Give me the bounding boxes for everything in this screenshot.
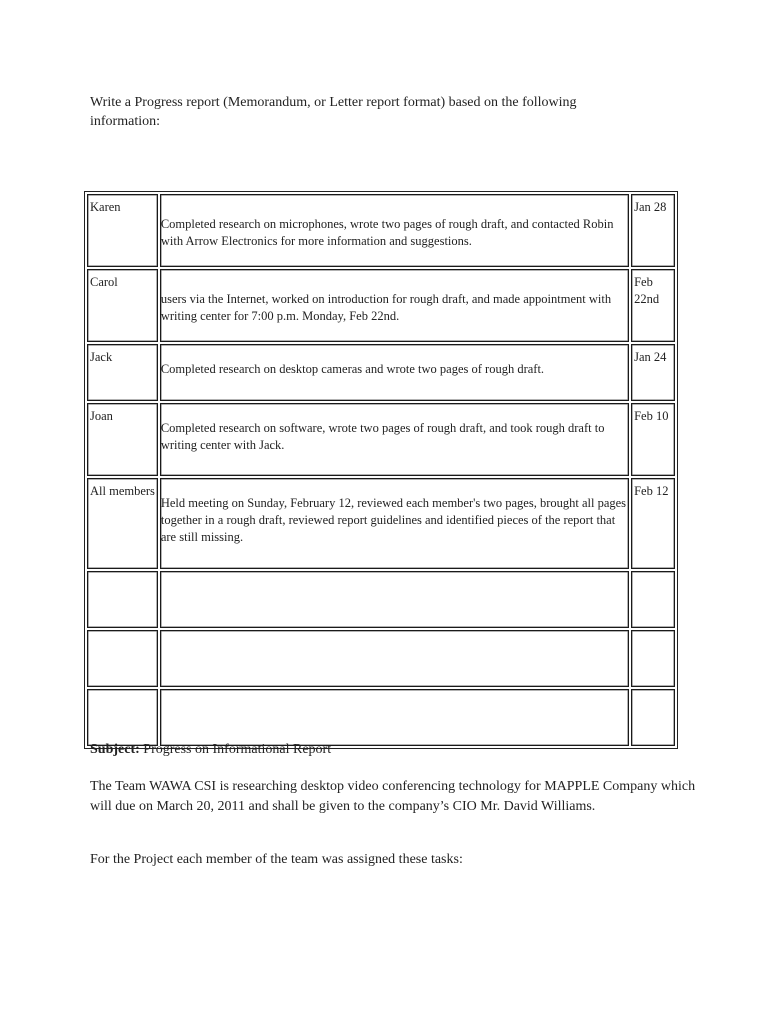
table-row [87, 269, 675, 342]
task-date: Feb 12 [631, 478, 675, 569]
table-row-empty [87, 689, 675, 746]
task-cell [160, 344, 629, 401]
task-date: Feb 22nd [631, 269, 675, 342]
empty-cell [87, 689, 158, 746]
empty-cell [87, 630, 158, 687]
member-name: Karen [87, 194, 158, 267]
subject-line [90, 742, 331, 758]
member-name: Joan [87, 403, 158, 476]
table-row-empty [87, 630, 675, 687]
subject-label: Subject: [90, 742, 140, 757]
task-cell [160, 403, 629, 476]
table-row-empty [87, 571, 675, 628]
empty-cell [160, 571, 629, 628]
intro-line-2: information: [90, 114, 160, 129]
member-name: Carol [87, 269, 158, 342]
empty-cell [87, 571, 158, 628]
member-name: Jack [87, 344, 158, 401]
task-cell [160, 269, 629, 342]
task-date: Jan 24 [631, 344, 675, 401]
task-description: Completed research on desktop cameras and wrote two pages of rough draft. [160, 362, 545, 376]
intro-text [90, 93, 630, 131]
table-row [87, 478, 675, 569]
table-row [87, 194, 675, 267]
empty-cell [631, 689, 675, 746]
task-cell [160, 478, 629, 569]
empty-cell [160, 630, 629, 687]
paragraph-team: The Team WAWA CSI is researching desktop video conferencing technology for MAPPLE Company which will due on March 20, 2011 and shall be given to the company’s CIO Mr. David Williams. [90, 779, 696, 814]
empty-cell [631, 571, 675, 628]
task-description: users via the Internet, worked on introduction for rough draft, and made appointment with writing center for 7:00 p.m. Monday, Feb 22nd. [160, 292, 612, 323]
task-description: Completed research on microphones, wrote two pages of rough draft, and contacted Robin with Arrow Electronics for more information and suggestions. [160, 217, 614, 248]
table-row [87, 344, 675, 401]
empty-cell [160, 689, 629, 746]
task-description: Held meeting on Sunday, February 12, reviewed each member's two pages, brought all pages together in a rough draft, reviewed report guidelines and identified pieces of the report that are still missing. [160, 496, 627, 544]
intro-line-1: Write a Progress report (Memorandum, or Letter report format) based on the following [90, 95, 577, 110]
task-date: Feb 10 [631, 403, 675, 476]
task-cell [160, 194, 629, 267]
task-table [84, 191, 678, 749]
empty-cell [631, 630, 675, 687]
member-name [87, 478, 158, 569]
task-description: Completed research on software, wrote two pages of rough draft, and took rough draft to writing center with Jack. [160, 421, 605, 452]
subject-text: Progress on Informational Report [143, 742, 332, 757]
table-row [87, 403, 675, 476]
member-name-text: All members [90, 484, 155, 498]
paragraph-tasks: For the Project each member of the team was assigned these tasks: [90, 852, 463, 867]
task-date: Jan 28 [631, 194, 675, 267]
